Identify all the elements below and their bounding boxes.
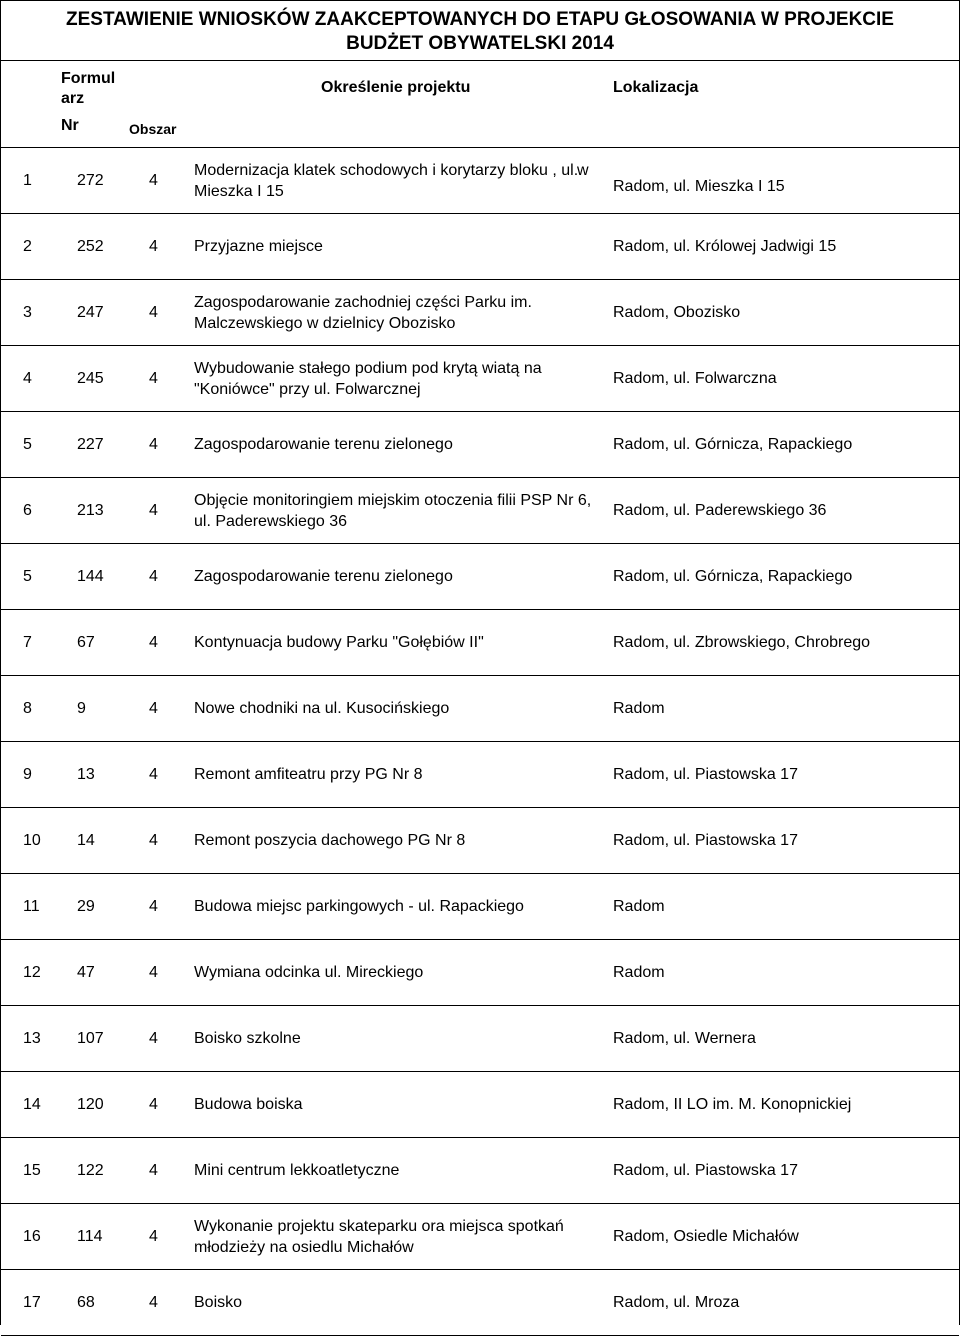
row-formularz-number: 13: [77, 765, 95, 783]
row-nr: 17: [23, 1293, 41, 1311]
row-location: Radom, Osiedle Michałów: [613, 1228, 799, 1245]
table-body: [1, 148, 959, 1336]
header-nr: Nr: [61, 117, 79, 134]
row-description: Wybudowanie stałego podium pod krytą wiatą na "Koniówce" przy ul. Folwarcznej: [194, 359, 542, 398]
row-description: Remont amfiteatru przy PG Nr 8: [194, 766, 423, 783]
row-location: Radom, II LO im. M. Konopnickiej: [613, 1096, 852, 1113]
row-nr: 12: [23, 963, 41, 981]
row-obszar: 4: [149, 435, 158, 453]
row-location: Radom, ul. Górnicza, Rapackiego: [613, 568, 853, 585]
row-obszar: 4: [149, 1293, 158, 1311]
table-row: [1, 280, 959, 346]
row-location: Radom, ul. Zbrowskiego, Chrobrego: [613, 634, 871, 651]
row-formularz-number: 213: [77, 501, 104, 519]
row-location: Radom: [613, 898, 665, 915]
row-formularz-number: 47: [77, 963, 95, 981]
row-location: Radom: [613, 700, 665, 717]
row-nr: 5: [23, 567, 32, 585]
row-nr: 4: [23, 369, 32, 387]
row-description: Zagospodarowanie zachodniej części Parku im. Malczewskiego w dzielnicy Obozisko: [194, 293, 532, 332]
row-obszar: 4: [149, 831, 158, 849]
row-location: Radom, ul. Mieszka I 15: [613, 178, 785, 195]
row-formularz-number: 252: [77, 237, 104, 255]
row-obszar: 4: [149, 1095, 158, 1113]
table-row: [1, 940, 959, 1006]
row-formularz-number: 14: [77, 831, 95, 849]
row-description: Nowe chodniki na ul. Kusocińskiego: [194, 700, 450, 717]
row-obszar: 4: [149, 1029, 158, 1047]
row-nr: 1: [23, 171, 32, 189]
row-obszar: 4: [149, 567, 158, 585]
table-row: [1, 1006, 959, 1072]
row-obszar: 4: [149, 1227, 158, 1245]
row-description: Boisko: [194, 1294, 243, 1311]
row-location: Radom, ul. Mroza: [613, 1294, 740, 1311]
row-obszar: 4: [149, 633, 158, 651]
row-location: Radom: [613, 964, 665, 981]
row-obszar: 4: [149, 501, 158, 519]
row-formularz-number: 272: [77, 171, 104, 189]
table-row: [1, 1072, 959, 1138]
table-row: [1, 610, 959, 676]
row-nr: 16: [23, 1227, 41, 1245]
row-obszar: 4: [149, 963, 158, 981]
row-location: Radom, ul. Paderewskiego 36: [613, 502, 827, 519]
title-line-1: ZESTAWIENIE WNIOSKÓW ZAAKCEPTOWANYCH DO ETAPU GŁOSOWANIA W PROJEKCIE: [66, 9, 894, 30]
row-extra-mark: w: [577, 162, 589, 179]
row-formularz-number: 68: [77, 1293, 95, 1311]
header-lokalizacja: Lokalizacja: [613, 79, 699, 96]
row-formularz-number: 245: [77, 369, 104, 387]
table-row: [1, 214, 959, 280]
row-description: Objęcie monitoringiem miejskim otoczenia filii PSP Nr 6, ul. Paderewskiego 36: [194, 491, 592, 530]
row-nr: 11: [23, 897, 40, 915]
row-obszar: 4: [149, 1161, 158, 1179]
row-location: Radom, ul. Piastowska 17: [613, 832, 798, 849]
table-row: [1, 874, 959, 940]
row-description: Boisko szkolne: [194, 1030, 301, 1047]
row-location: Radom, ul. Wernera: [613, 1030, 756, 1047]
table-row: [1, 412, 959, 478]
row-description: Mini centrum lekkoatletyczne: [194, 1162, 400, 1179]
row-nr: 3: [23, 303, 32, 321]
row-formularz-number: 107: [77, 1029, 104, 1047]
row-obszar: 4: [149, 699, 158, 717]
row-nr: 14: [23, 1095, 41, 1113]
row-obszar: 4: [149, 171, 158, 189]
row-nr: 15: [23, 1161, 41, 1179]
row-formularz-number: 120: [77, 1095, 104, 1113]
row-location: Radom, ul. Piastowska 17: [613, 766, 798, 783]
row-description: Zagospodarowanie terenu zielonego: [194, 568, 453, 585]
row-nr: 5: [23, 435, 32, 453]
row-formularz-number: 9: [77, 699, 86, 717]
row-location: Radom, ul. Folwarczna: [613, 370, 777, 387]
table-row: [1, 478, 959, 544]
row-nr: 13: [23, 1029, 41, 1047]
row-formularz-number: 144: [77, 567, 104, 585]
row-location: Radom, ul. Królowej Jadwigi 15: [613, 238, 837, 255]
row-description: Modernizacja klatek schodowych i korytarzy bloku , ul. Mieszka I 15: [194, 161, 579, 200]
row-description: Budowa miejsc parkingowych - ul. Rapackiego: [194, 898, 524, 915]
table-row: [1, 808, 959, 874]
row-location: Radom, ul. Górnicza, Rapackiego: [613, 436, 853, 453]
document-title: [1, 1, 959, 61]
row-formularz-number: 122: [77, 1161, 104, 1179]
table-row: [1, 346, 959, 412]
header-obszar: Obszar: [129, 121, 177, 137]
row-formularz-number: 67: [77, 633, 95, 651]
row-description: Wymiana odcinka ul. Mireckiego: [194, 964, 424, 981]
row-description: Budowa boiska: [194, 1096, 303, 1113]
row-description: Kontynuacja budowy Parku "Gołębiów II": [194, 634, 484, 651]
row-obszar: 4: [149, 303, 158, 321]
row-nr: 2: [23, 237, 32, 255]
row-formularz-number: 29: [77, 897, 95, 915]
row-nr: 10: [23, 831, 41, 849]
table-row: [1, 544, 959, 610]
row-obszar: 4: [149, 765, 158, 783]
table-row: [1, 676, 959, 742]
table-row: [1, 1138, 959, 1204]
row-nr: 6: [23, 501, 32, 519]
row-nr: 8: [23, 699, 32, 717]
row-nr: 7: [23, 633, 32, 651]
row-obszar: 4: [149, 897, 158, 915]
row-formularz-number: 114: [77, 1227, 103, 1245]
row-description: Wykonanie projektu skateparku ora miejsca spotkań młodzieży na osiedlu Michałów: [194, 1217, 564, 1256]
title-line-2: BUDŻET OBYWATELSKI 2014: [346, 33, 614, 54]
table-row: [1, 1204, 959, 1270]
table-row: [1, 742, 959, 808]
row-description: Przyjazne miejsce: [194, 238, 323, 255]
row-formularz-number: 227: [77, 435, 104, 453]
row-nr: 9: [23, 765, 32, 783]
table-row: [1, 148, 959, 214]
table-header: [1, 61, 959, 148]
row-description: Remont poszycia dachowego PG Nr 8: [194, 832, 466, 849]
row-description: Zagospodarowanie terenu zielonego: [194, 436, 453, 453]
table-row: [1, 1270, 959, 1336]
row-formularz-number: 247: [77, 303, 104, 321]
header-formularz: Formul arz: [61, 70, 116, 107]
row-obszar: 4: [149, 237, 158, 255]
header-okreslenie: Określenie projektu: [321, 79, 471, 96]
row-location: Radom, ul. Piastowska 17: [613, 1162, 798, 1179]
row-location: Radom, Obozisko: [613, 304, 741, 321]
row-obszar: 4: [149, 369, 158, 387]
